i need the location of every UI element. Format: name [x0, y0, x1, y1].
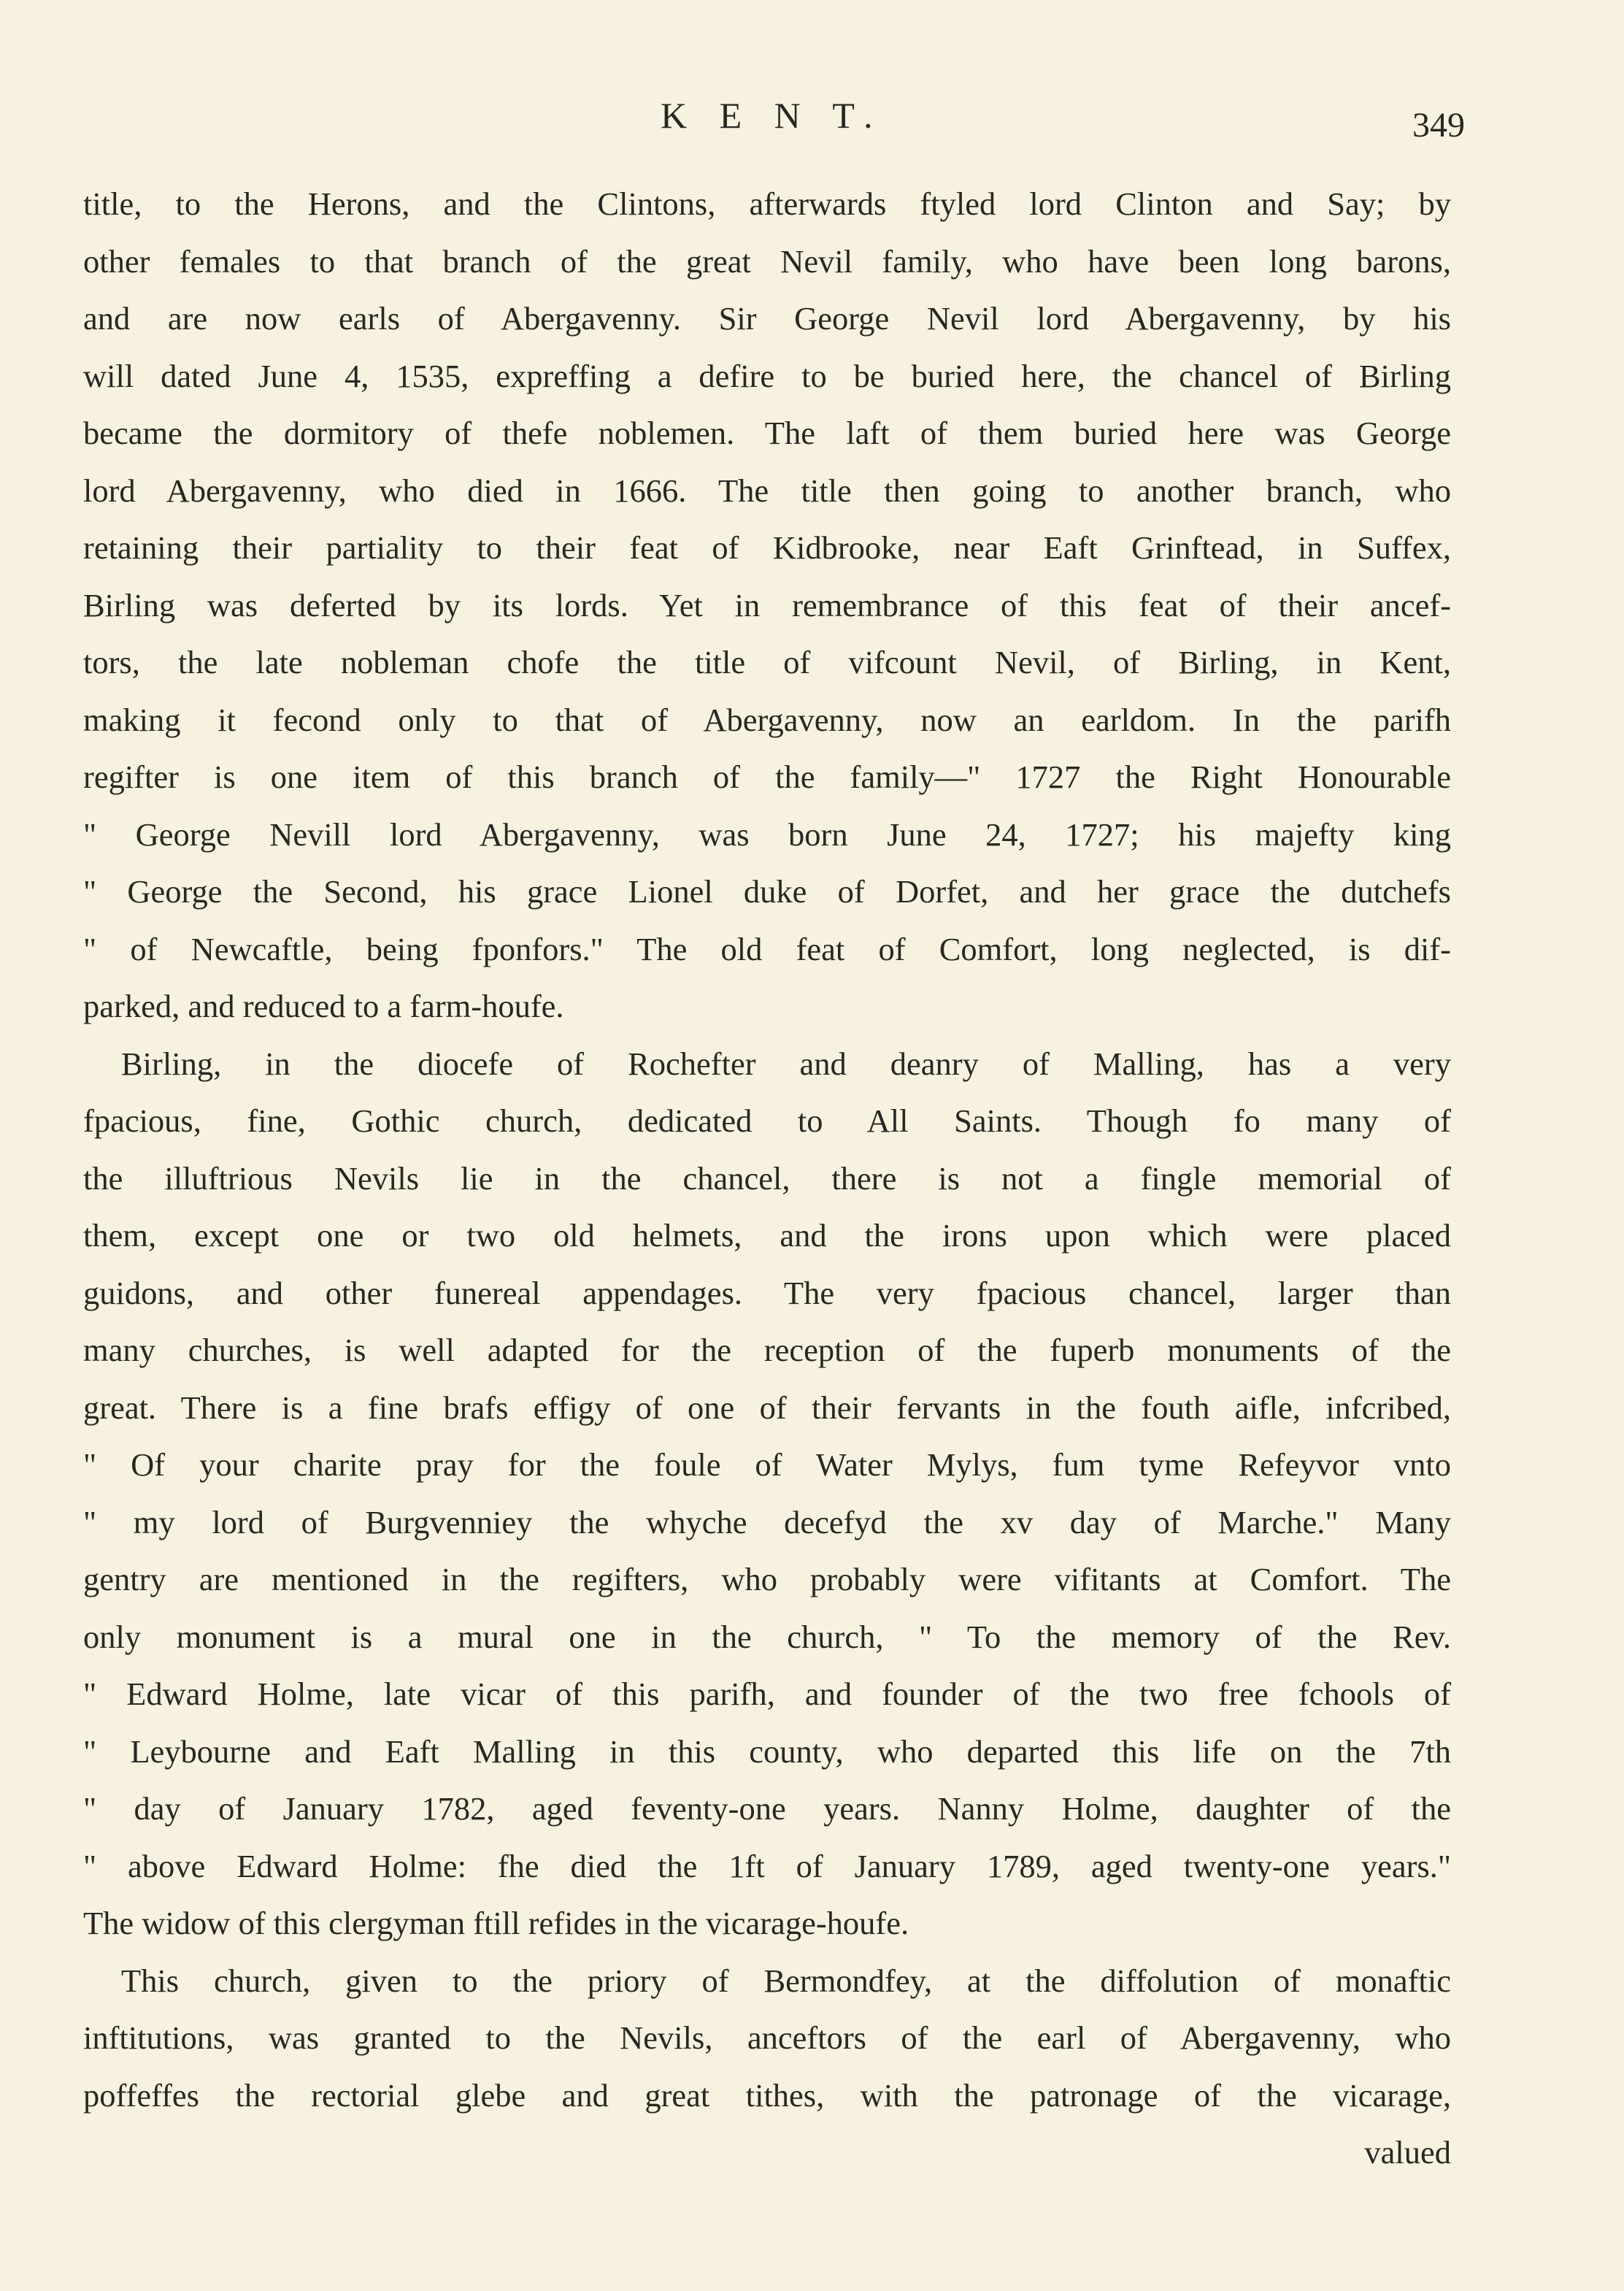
catchword: valued — [1364, 2134, 1451, 2171]
running-head: K E N T. — [661, 95, 885, 136]
text-line: title, to the Herons, and the Clintons, afterwards ftyled lord Clinton and Say; by — [83, 185, 1451, 222]
text-line: great. There is a fine brafs effigy of one of their fervants in the fouth aifle, infcribed, — [83, 1389, 1451, 1426]
text-line: fpacious, fine, Gothic church, dedicated to All Saints. Though fo many of — [83, 1102, 1451, 1139]
text-line: " Leybourne and Eaft Malling in this county, who departed this life on the 7th — [83, 1732, 1451, 1770]
text-line: " George Nevill lord Abergavenny, was born June 24, 1727; his majefty king — [83, 816, 1451, 853]
text-line: gentry are mentioned in the regifters, who probably were vifitants at Comfort. The — [83, 1561, 1451, 1597]
text-line: inftitutions, was granted to the Nevils, anceftors of the earl of Abergavenny, who — [83, 2019, 1451, 2056]
text-line: retaining their partiality to their feat of Kidbrooke, near Eaft Grinftead, in Suffex, — [83, 529, 1451, 566]
text-line: and are now earls of Abergavenny. Sir George Nevil lord Abergavenny, by his — [83, 300, 1451, 337]
text-line: " of Newcaftle, being fponfors." The old feat of Comfort, long neglected, is dif- — [83, 930, 1451, 967]
text-line: " above Edward Holme: fhe died the 1ft of January 1789, aged twenty-one years." — [83, 1847, 1451, 1884]
text-line: The widow of this clergyman ftill refides in the vicarage-houfe. — [83, 1905, 909, 1941]
page-number: 349 — [1412, 106, 1465, 145]
text-line: " Edward Holme, late vicar of this parifh, and founder of the two free fchools of — [83, 1676, 1451, 1712]
text-line: " Of your charite pray for the foule of Water Mylys, fum tyme Refeyvor vnto — [83, 1446, 1451, 1483]
text-line: poffeffes the rectorial glebe and great tithes, with the patronage of the vicarage, — [83, 2076, 1451, 2114]
text-line: " my lord of Burgvenniey the whyche decefyd the xv day of Marche." Many — [83, 1503, 1451, 1540]
text-line: will dated June 4, 1535, expreffing a defire to be buried here, the chancel of Birling — [83, 357, 1451, 394]
text-line: lord Abergavenny, who died in 1666. The title then going to another branch, who — [83, 472, 1451, 509]
text-line: making it fecond only to that of Abergavenny, now an earldom. In the parifh — [83, 701, 1451, 738]
text-line: " day of January 1782, aged feventy-one years. Nanny Holme, daughter of the — [83, 1790, 1451, 1827]
text-line: became the dormitory of thefe noblemen. The laft of them buried here was George — [83, 415, 1451, 451]
text-line: many churches, is well adapted for the reception of the fuperb monuments of the — [83, 1332, 1451, 1368]
text-line: them, except one or two old helmets, and the irons upon which were placed — [83, 1217, 1451, 1254]
body-text — [83, 175, 1451, 2181]
text-line: " George the Second, his grace Lionel duke of Dorfet, and her grace the dutchefs — [83, 873, 1451, 910]
text-line: Birling, in the diocefe of Rochefter and deanry of Malling, has a very — [121, 1045, 1451, 1082]
text-line: Birling was deferted by its lords. Yet in remembrance of this feat of their ancef- — [83, 586, 1451, 623]
text-line: the illuftrious Nevils lie in the chancel, there is not a fingle memorial of — [83, 1159, 1451, 1197]
text-line: parked, and reduced to a farm-houfe. — [83, 988, 564, 1024]
text-line: guidons, and other funereal appendages. The very fpacious chancel, larger than — [83, 1274, 1451, 1311]
catchword-line — [83, 2124, 1451, 2181]
text-line: tors, the late nobleman chofe the title of vifcount Nevil, of Birling, in Kent, — [83, 644, 1451, 680]
page-header — [0, 93, 1624, 145]
text-line: regifter is one item of this branch of the family—" 1727 the Right Honourable — [83, 759, 1451, 795]
text-line: This church, given to the priory of Bermondfey, at the diffolution of monaftic — [121, 1962, 1451, 1999]
text-line: other females to that branch of the great Nevil family, who have been long barons, — [83, 242, 1451, 280]
text-line: only monument is a mural one in the church, " To the memory of the Rev. — [83, 1618, 1451, 1655]
